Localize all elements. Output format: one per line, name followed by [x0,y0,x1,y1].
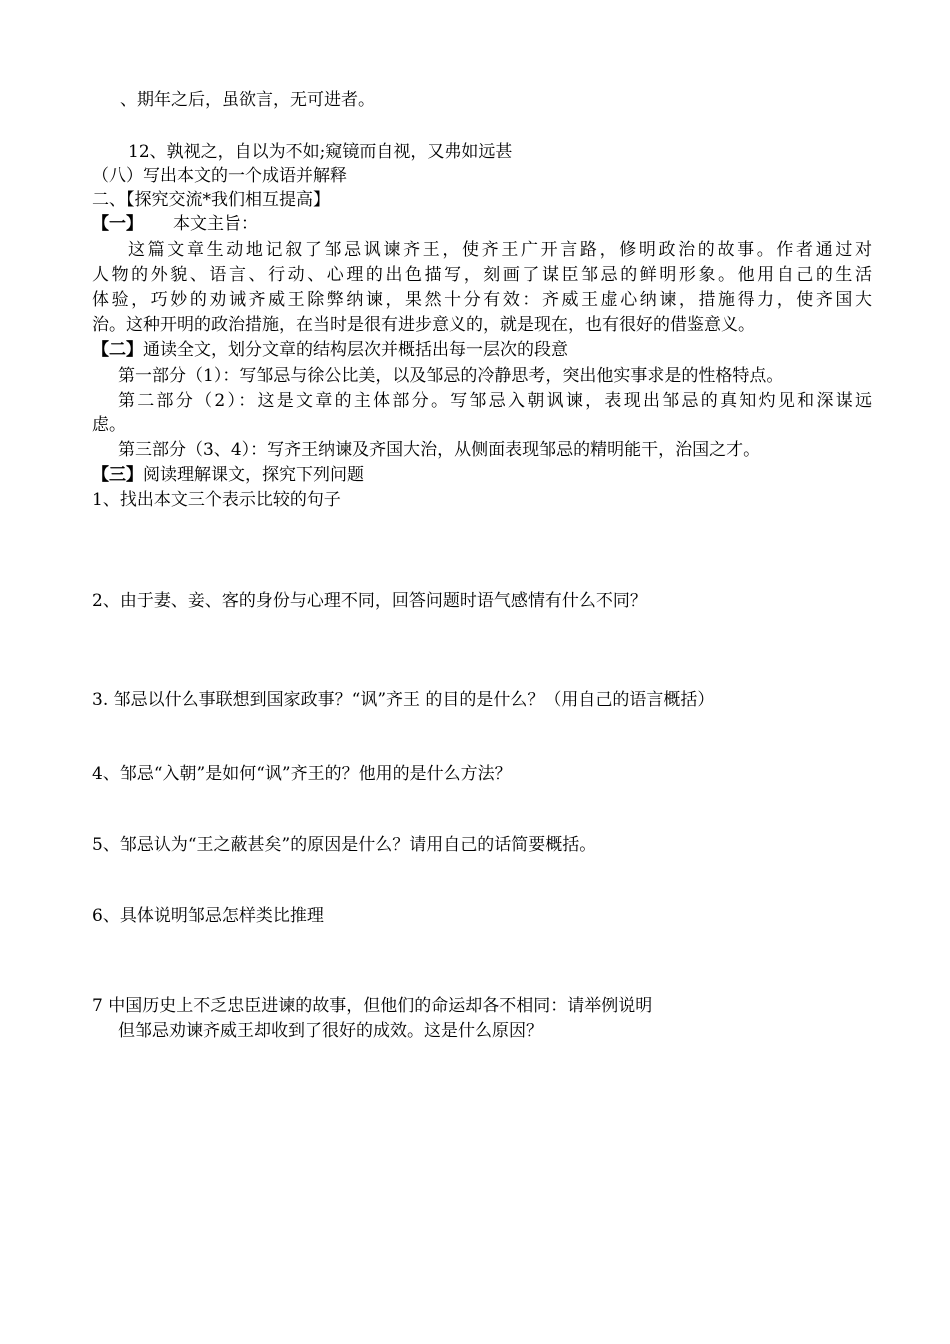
question-3: 3. 邹忌以什么事联想到国家政事？“讽”齐王 的目的是什么？（用自己的语言概括） [92,690,715,710]
question-4: 4、邹忌“入朝”是如何“讽”齐王的？他用的是什么方法？ [92,764,512,784]
section-heading: 二、【探究交流*我们相互提高】 [92,190,330,210]
question-7-continued: 但邹忌劝谏齐威王却收到了很好的成效。这是什么原因？ [118,1021,543,1041]
subsection-title: 通读全文，划分文章的结构层次并概括出每一层次的段意 [143,340,568,360]
question-7: 7 中国历史上不乏忠臣进谏的故事，但他们的命运却各不相同：请举例说明 [92,996,653,1016]
question-5: 5、邹忌认为“王之蔽甚矣”的原因是什么？请用自己的话简要概括。 [92,835,597,855]
text-line: 、期年之后，虽欲言，无可进者。 [120,90,375,110]
paragraph-line: 人物的外貌、语言、行动、心理的出色描写，刻画了谋臣邹忌的鲜明形象。他用自己的生活 [92,265,872,285]
paragraph-line: 这篇文章生动地记叙了邹忌讽谏齐王，使齐王广开言路，修明政治的故事。作者通过对 [128,240,872,260]
subsection-title: 阅读理解课文，探究下列问题 [143,465,364,485]
text-line: 12、孰视之，自以为不如;窥镜而自视，又弗如远甚 [128,142,513,162]
bracket-label: 【二】 [92,340,143,360]
paragraph-line: 体验，巧妙的劝诫齐威王除弊纳谏，果然十分有效：齐威王虚心纳谏，措施得力，使齐国大 [92,290,872,310]
subsection-heading [92,212,872,236]
subsection-title: 本文主旨： [173,214,258,234]
subsection-heading [92,463,872,487]
bracket-label: 【一】 [92,214,143,234]
paragraph-line: 第二部分（2）：这是文章的主体部分。写邹忌入朝讽谏，表现出邹忌的真知灼见和深谋远 [118,391,872,411]
paragraph-line: 虑。 [92,415,126,435]
subsection-heading [92,338,872,362]
question-1: 1、找出本文三个表示比较的句子 [92,490,341,510]
question-2: 2、由于妻、妾、客的身份与心理不同，回答问题时语气感情有什么不同？ [92,591,647,611]
paragraph-line: 第三部分（3、4）：写齐王纳谏及齐国大治，从侧面表现邹忌的精明能干，治国之才。 [118,440,761,460]
paragraph-line: 治。这种开明的政治措施，在当时是很有进步意义的，就是现在，也有很好的借鉴意义。 [92,315,755,335]
section-heading: （八）写出本文的一个成语并解释 [92,166,347,186]
paragraph-line: 第一部分（1）：写邹忌与徐公比美，以及邹忌的冷静思考，突出他实事求是的性格特点。 [118,366,784,386]
bracket-label: 【三】 [92,465,143,485]
question-6: 6、具体说明邹忌怎样类比推理 [92,906,324,926]
